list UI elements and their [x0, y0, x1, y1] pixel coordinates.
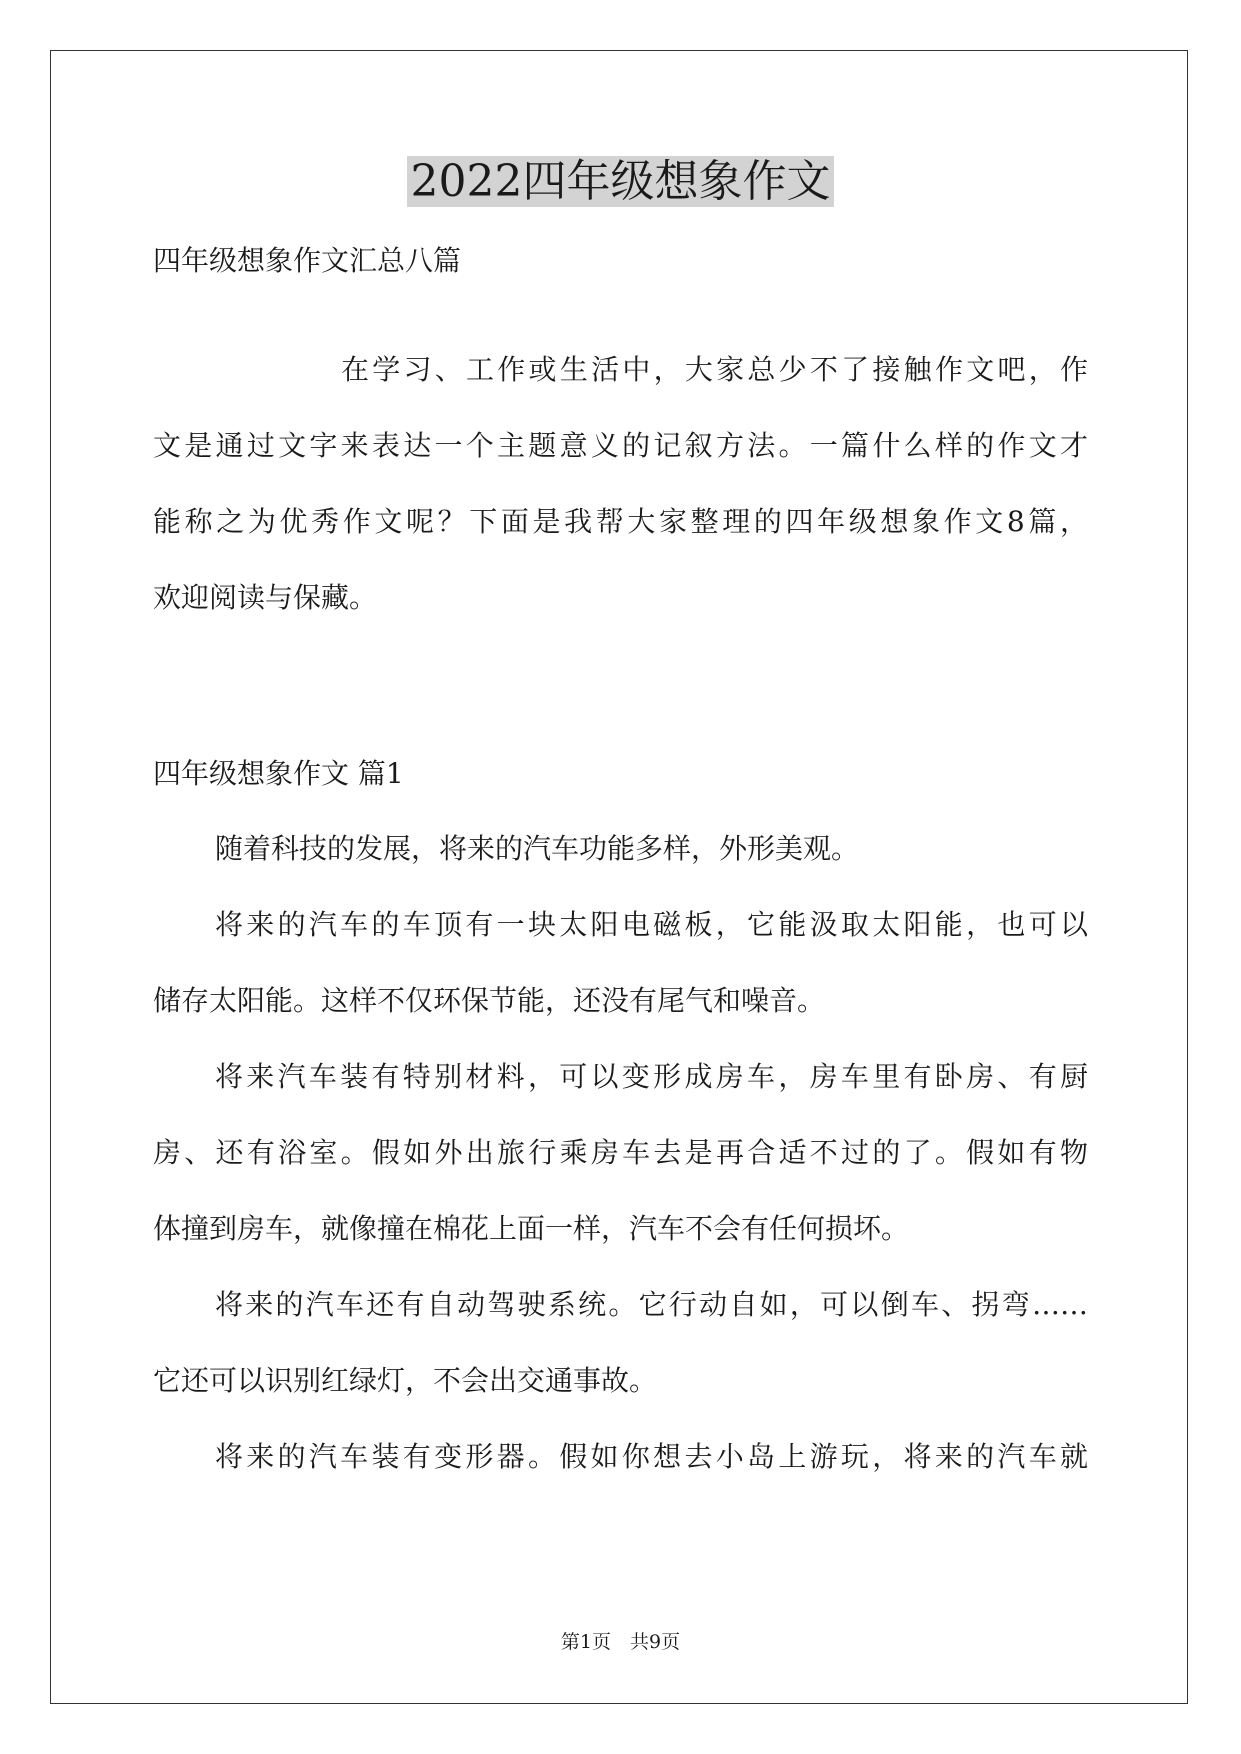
page-number-footer: 第1页 共9页 [560, 1631, 681, 1653]
body-line-7: 将来的汽车还有自动驾驶系统。它行动自如，可以倒车、拐弯…… [215, 1288, 1088, 1321]
document-subtitle: 四年级想象作文汇总八篇 [153, 244, 462, 277]
body-line-9: 将来的汽车装有变形器。假如你想去小岛上游玩，将来的汽车就 [215, 1440, 1088, 1473]
document-title-text: 2022四年级想象作文 [407, 156, 835, 207]
intro-line-1: 在学习、工作或生活中，大家总少不了接触作文吧，作 [341, 353, 1088, 386]
body-line-4: 将来汽车装有特别材料，可以变形成房车，房车里有卧房、有厨 [215, 1060, 1088, 1093]
body-line-8: 它还可以识别红绿灯，不会出交通事故。 [153, 1364, 658, 1397]
body-line-3: 储存太阳能。这样不仅环保节能，还没有尾气和噪音。 [153, 984, 826, 1017]
section-heading: 四年级想象作文 篇1 [153, 757, 404, 790]
body-line-5: 房、还有浴室。假如外出旅行乘房车去是再合适不过的了。假如有物 [153, 1136, 1088, 1169]
body-line-6: 体撞到房车，就像撞在棉花上面一样，汽车不会有任何损坏。 [153, 1212, 910, 1245]
body-line-1: 随着科技的发展，将来的汽车功能多样，外形美观。 [215, 832, 860, 865]
intro-line-3: 能称之为优秀作文呢？下面是我帮大家整理的四年级想象作文8篇， [153, 505, 1088, 538]
body-line-2: 将来的汽车的车顶有一块太阳电磁板，它能汲取太阳能，也可以 [215, 908, 1088, 941]
intro-line-4: 欢迎阅读与保藏。 [153, 581, 378, 614]
document-title [0, 152, 1241, 212]
intro-line-2: 文是通过文字来表达一个主题意义的记叙方法。一篇什么样的作文才 [153, 429, 1088, 462]
